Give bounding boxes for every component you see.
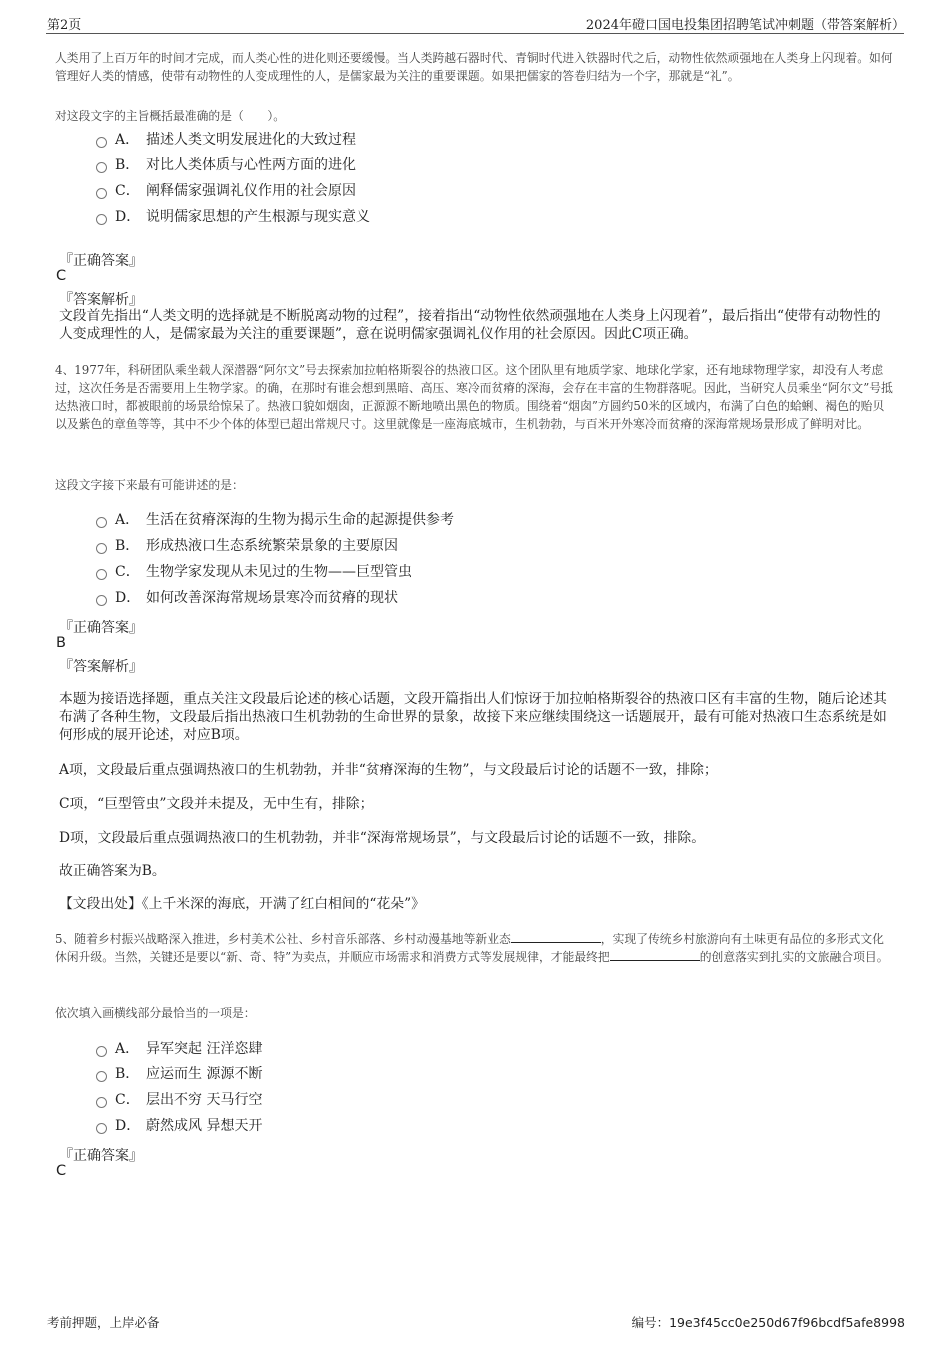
q3-analysis: 文段首先指出“人类文明的选择就是不断脱离动物的过程”，接着指出“动物性依然顽强地在人类身上闪现着”，最后指出“使带有动物性的人变成理性的人，是儒家最为关注的重要课题”，意在说明儒家强调礼仪作用的社会原因。因此C项正确。 (59, 308, 881, 342)
q5-answer-label: 『正确答案』 (59, 1148, 143, 1164)
radio-icon[interactable] (96, 569, 107, 580)
radio-icon[interactable] (96, 1097, 107, 1108)
q4-source: 【文段出处】《上千米深的海底，开满了红白相间的“花朵”》 (59, 896, 425, 912)
q3-option-a[interactable]: A． 描述人类文明发展进化的大致过程 (96, 130, 356, 150)
radio-icon[interactable] (96, 595, 107, 606)
document-title: 2024年磴口国电投集团招聘笔试冲刺题（带答案解析） (585, 18, 905, 33)
q5-passage: 5、随着乡村振兴战略深入推进，乡村美术公社、乡村音乐部落、乡村动漫基地等新业态 ，实现了传统乡村旅游向有土味更有品位的多形式文化休闲升级。当然，关键还是要以“新、奇、特”为卖点，并顺应市场需求和消费方式等发展规律，才能最终把 的创意落实到扎实的文旅融合项目。 (55, 932, 889, 964)
radio-icon[interactable] (96, 162, 107, 173)
q4-option-d[interactable]: D． 如何改善深海常规场景寒冷而贫瘠的现状 (96, 588, 398, 608)
q4-passage: 4、1977年，科研团队乘坐载人深潜器“阿尔文”号去探索加拉帕格斯裂谷的热液口区。这个团队里有地质学家、地球化学家，还有地球物理学家，却没有人考虑过，这次任务是否需要用上生物学家。的确，在那时有谁会想到黑暗、高压、寒冷而贫瘠的深海，会存在丰富的生物群落呢。因此，当研究人员乘坐“阿尔文”号抵达热液口时，都被眼前的场景给惊呆了。热液口貌如烟囱，正源源不断地喷出黑色的物质。围绕着“烟囱”方圆约50米的区域内，布满了白色的蛤蜊、褐色的贻贝以及紫色的章鱼等等，其中不少个体的体型已超出常规尺寸。这里就像是一座海底城市，生机勃勃，与百米开外寒冷而贫瘠的深海常规场景形成了鲜明对比。 (55, 363, 893, 431)
q5-option-a[interactable]: A． 异军突起 汪洋恣肆 (96, 1039, 262, 1059)
radio-icon[interactable] (96, 1046, 107, 1057)
radio-icon[interactable] (96, 517, 107, 528)
q3-question: 对这段文字的主旨概括最准确的是（ ）。 (55, 109, 286, 123)
radio-icon[interactable] (96, 1071, 107, 1082)
q4-analysis-c: C项，“巨型管虫”文段并未提及，无中生有，排除； (59, 796, 374, 812)
q4-option-c[interactable]: C． 生物学家发现从未见过的生物——巨型管虫 (96, 562, 412, 582)
radio-icon[interactable] (96, 188, 107, 199)
footer-slogan: 考前押题，上岸必备 (47, 1315, 160, 1330)
footer-id: 编号：19e3f45cc0e250d67f96bcdf5afe8998 (631, 1315, 905, 1330)
q4-option-a[interactable]: A． 生活在贫瘠深海的生物为揭示生命的起源提供参考 (96, 510, 454, 530)
q3-answer-label: 『正确答案』 (59, 253, 143, 269)
q5-option-c[interactable]: C． 层出不穷 天马行空 (96, 1090, 262, 1110)
q4-question: 这段文字接下来最有可能讲述的是： (55, 478, 244, 492)
q3-analysis-label: 『答案解析』 (59, 292, 143, 308)
q4-analysis-d: D项，文段最后重点强调热液口的生机勃勃，并非“深海常规场景”，与文段最后讨论的话题不一致，排除。 (59, 830, 706, 846)
radio-icon[interactable] (96, 1123, 107, 1134)
q4-conclusion: 故正确答案为B。 (59, 863, 166, 879)
q5-question: 依次填入画横线部分最恰当的一项是： (55, 1006, 256, 1020)
q3-option-d[interactable]: D． 说明儒家思想的产生根源与现实意义 (96, 207, 370, 227)
q5-option-b[interactable]: B． 应运而生 源源不断 (96, 1064, 262, 1084)
q3-answer: C (56, 268, 67, 284)
radio-icon[interactable] (96, 137, 107, 148)
q5-option-d[interactable]: D． 蔚然成风 异想天开 (96, 1116, 262, 1136)
radio-icon[interactable] (96, 543, 107, 554)
q4-answer: B (56, 635, 66, 651)
q4-analysis-a: A项，文段最后重点强调热液口的生机勃勃，并非“贫瘠深海的生物”，与文段最后讨论的话题不一致，排除； (59, 762, 718, 778)
radio-icon[interactable] (96, 214, 107, 225)
q4-answer-label: 『正确答案』 (59, 620, 143, 636)
q3-option-b[interactable]: B． 对比人类体质与心性两方面的进化 (96, 155, 356, 175)
q4-option-b[interactable]: B． 形成热液口生态系统繁荣景象的主要原因 (96, 536, 398, 556)
fill-blank-2[interactable] (610, 950, 700, 961)
q3-option-c[interactable]: C． 阐释儒家强调礼仪作用的社会原因 (96, 181, 356, 201)
page-number: 第2页 (47, 18, 82, 33)
fill-blank-1[interactable] (511, 932, 601, 943)
q4-analysis-main: 本题为接语选择题，重点关注文段最后论述的核心话题，文段开篇指出人们惊讶于加拉帕格斯裂谷的热液口区有丰富的生物，随后论述其布满了各种生物，文段最后指出热液口生机勃勃的生命世界的景象，故接下来应继续围绕这一话题展开，最有可能对热液口生态系统是如何形成的展开论述，对应B项。 (59, 691, 887, 743)
header-divider (46, 33, 904, 34)
q5-answer: C (56, 1163, 67, 1179)
q3-passage: 人类用了上百万年的时间才完成，而人类心性的进化则还要缓慢。当人类跨越石器时代、青铜时代进入铁器时代之后，动物性依然顽强地在人类身上闪现着。如何管理好人类的情感，使带有动物性的人变成理性的人，是儒家最为关注的重要课题。如果把儒家的答卷归结为一个字，那就是“礼”。 (55, 51, 893, 83)
q4-analysis-label: 『答案解析』 (59, 659, 143, 675)
